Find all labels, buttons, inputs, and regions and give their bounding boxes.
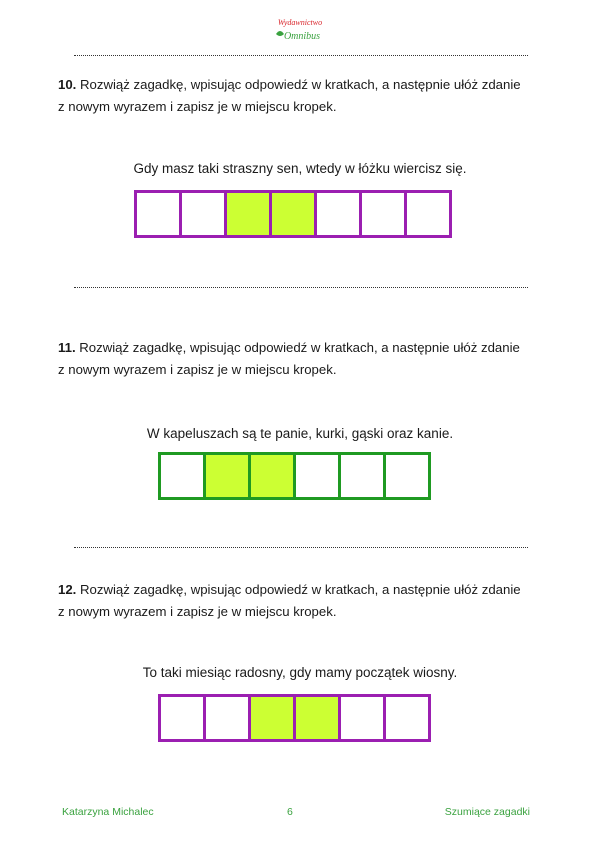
task-text-line2: z nowym wyrazem i zapisz je w miejscu kropek. [58,99,337,114]
letter-box-highlighted[interactable] [293,694,341,742]
svg-text:Wydawnictwo: Wydawnictwo [277,18,323,27]
task-text-line1: Rozwiąż zagadkę, wpisując odpowiedź w kratkach, a następnie ułóż zdanie [80,77,521,92]
footer-title: Szumiące zagadki [444,806,530,818]
letter-box[interactable] [383,694,431,742]
task-text-line1: Rozwiąż zagadkę, wpisując odpowiedź w kratkach, a następnie ułóż zdanie [80,582,521,597]
answer-boxes [134,190,452,238]
answer-line[interactable] [74,287,528,288]
task-text-line2: z nowym wyrazem i zapisz je w miejscu kropek. [58,604,337,619]
letter-box-highlighted[interactable] [248,452,296,500]
task-number: 10. [58,77,77,92]
task-instruction [58,74,538,118]
answer-line[interactable] [74,55,528,56]
letter-box[interactable] [383,452,431,500]
letter-box[interactable] [158,694,206,742]
letter-box-highlighted[interactable] [269,190,317,238]
letter-box[interactable] [293,452,341,500]
footer-page-number: 6 [287,806,293,818]
riddle-text: W kapeluszach są te panie, kurki, gąski oraz kanie. [146,426,454,441]
footer-author: Katarzyna Michalec [62,806,154,818]
task-number: 12. [58,582,77,597]
letter-box-highlighted[interactable] [248,694,296,742]
letter-box[interactable] [338,694,386,742]
publisher-logo [270,14,330,44]
riddle-text: To taki miesiąc radosny, gdy mamy początek wiosny. [142,665,458,680]
letter-box[interactable] [158,452,206,500]
answer-line[interactable] [74,547,528,548]
task-instruction [58,579,538,623]
task-number: 11. [58,340,76,355]
riddle-text: Gdy masz taki straszny sen, wtedy w łóżku wiercisz się. [133,161,467,176]
letter-box[interactable] [134,190,182,238]
task-text-line1: Rozwiąż zagadkę, wpisując odpowiedź w kratkach, a następnie ułóż zdanie [79,340,520,355]
letter-box[interactable] [179,190,227,238]
svg-text:Omnibus: Omnibus [283,31,321,42]
letter-box[interactable] [314,190,362,238]
answer-boxes [158,694,431,742]
task-text-line2: z nowym wyrazem i zapisz je w miejscu kropek. [58,362,337,377]
letter-box-highlighted[interactable] [224,190,272,238]
letter-box[interactable] [359,190,407,238]
letter-box-highlighted[interactable] [203,452,251,500]
letter-box[interactable] [338,452,386,500]
letter-box[interactable] [203,694,251,742]
answer-boxes [158,452,431,500]
task-instruction [58,337,538,381]
letter-box[interactable] [404,190,452,238]
